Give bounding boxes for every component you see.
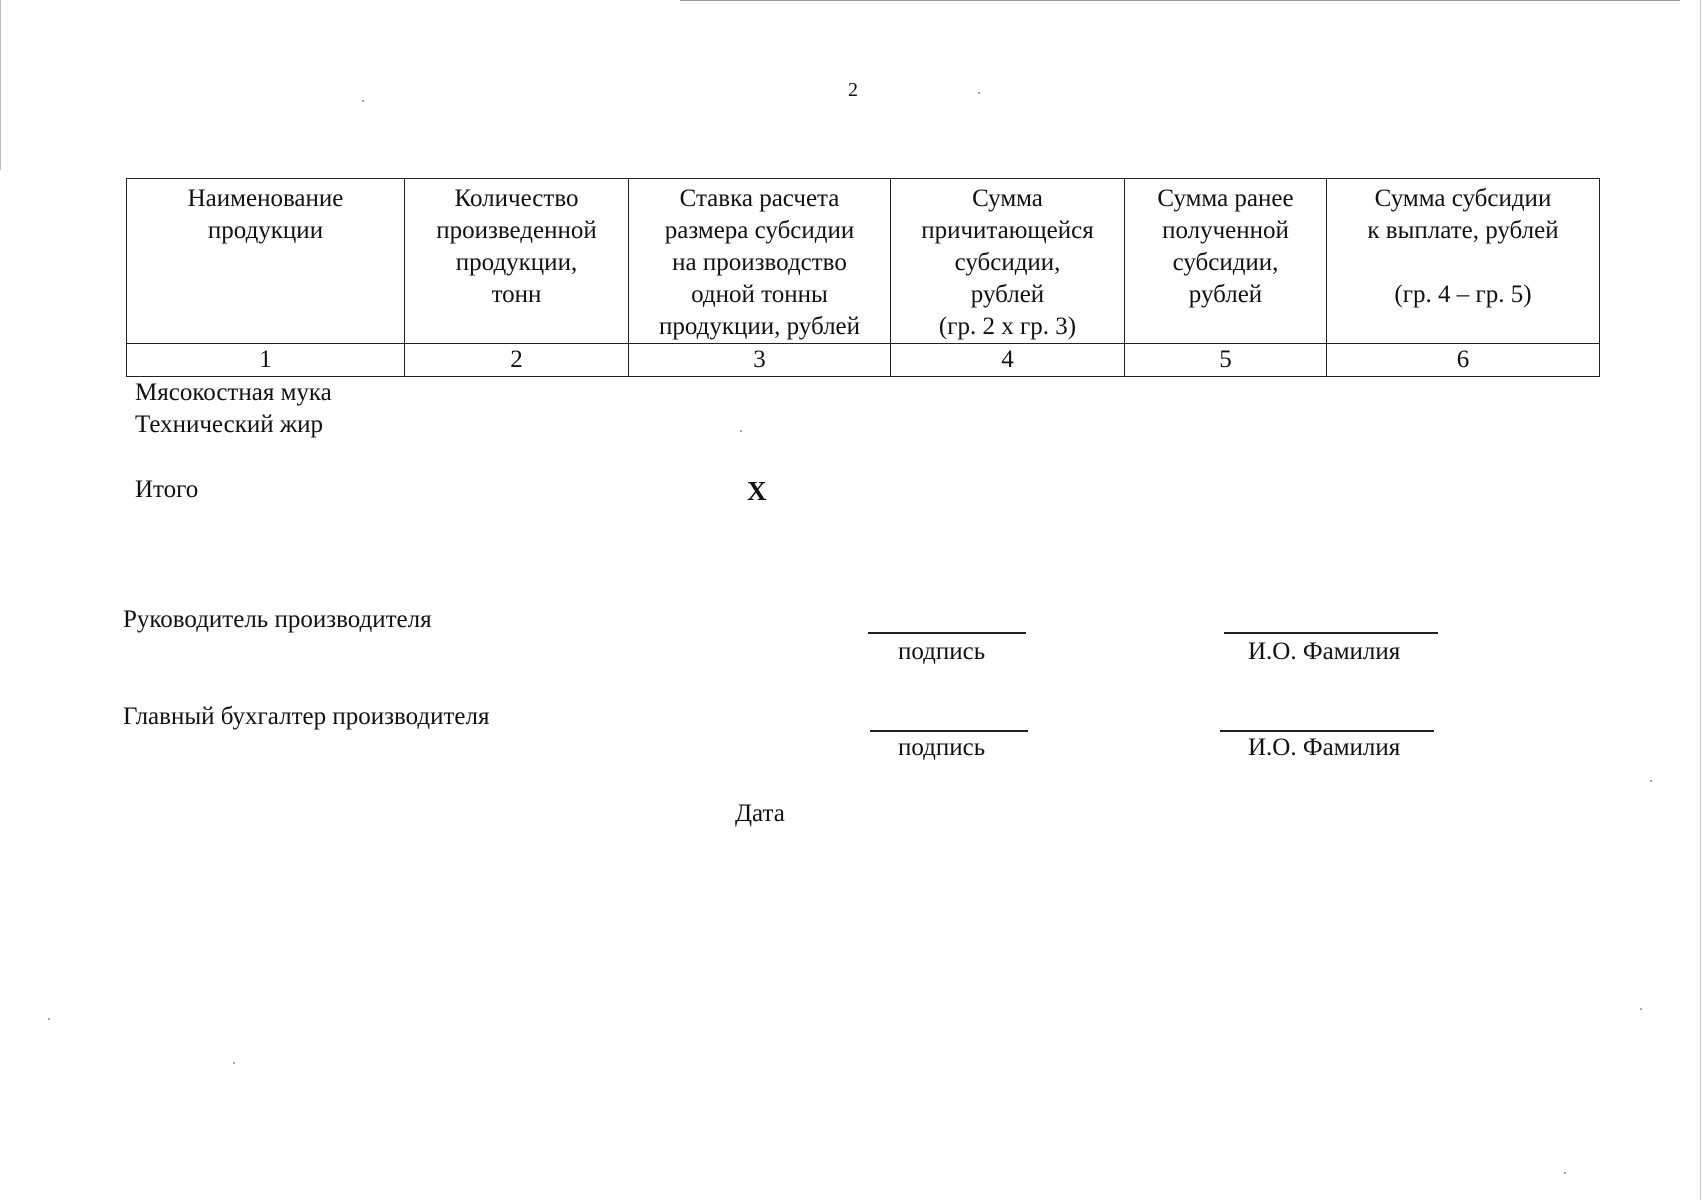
table-header-row — [127, 179, 1600, 344]
header-quantity: Количество произведенной продукции, тонн — [405, 179, 629, 344]
signature-caption-chief-accountant: подпись — [898, 734, 986, 761]
column-number: 5 — [1125, 344, 1327, 377]
column-number-row — [127, 344, 1600, 377]
header-payable-sum: Сумма субсидии к выплате, рублей (гр. 4 – гр. 5) — [1327, 179, 1600, 344]
scan-speck — [48, 1018, 50, 1020]
column-number: 1 — [127, 344, 405, 377]
signature-line-director — [868, 632, 1026, 634]
column-number: 6 — [1327, 344, 1600, 377]
scan-speck — [233, 1062, 235, 1064]
header-rate: Ставка расчета размера субсидии на производство одной тонны продукции, рублей — [629, 179, 891, 344]
scan-speck — [1564, 1172, 1566, 1174]
date-label: Дата — [735, 800, 785, 827]
row-label-meat-bone-meal: Мясокостная мука — [135, 379, 332, 406]
scan-speck — [1640, 1008, 1642, 1010]
page-edge-right — [1700, 0, 1701, 1200]
scan-speck — [1650, 780, 1652, 782]
page-edge-top — [680, 0, 1680, 1]
column-number: 4 — [891, 344, 1125, 377]
page-number: 2 — [848, 79, 858, 101]
header-due-sum: Сумма причитающейся субсидии, рублей (гр. 2 х гр. 3) — [891, 179, 1125, 344]
name-caption-chief-accountant: И.О. Фамилия — [1248, 734, 1401, 761]
scan-speck — [978, 92, 980, 94]
subsidy-table — [126, 178, 1600, 377]
total-x-mark: X — [747, 476, 767, 506]
signer-title-chief-accountant: Главный бухгалтер производителя — [123, 703, 490, 730]
signature-caption-director: подпись — [898, 638, 986, 665]
header-product-name: Наименование продукции — [127, 179, 405, 344]
name-line-chief-accountant — [1220, 730, 1434, 732]
signer-title-director: Руководитель производителя — [123, 606, 432, 633]
scan-speck — [740, 430, 742, 432]
name-line-director — [1224, 632, 1438, 634]
column-number: 2 — [405, 344, 629, 377]
row-label-technical-fat: Технический жир — [135, 411, 324, 438]
header-received-sum: Сумма ранее полученной субсидии, рублей — [1125, 179, 1327, 344]
page-edge-left — [0, 0, 1, 170]
name-caption-director: И.О. Фамилия — [1248, 638, 1401, 665]
column-number: 3 — [629, 344, 891, 377]
scan-speck — [362, 100, 364, 102]
signature-line-chief-accountant — [870, 730, 1028, 732]
total-label: Итого — [135, 476, 199, 503]
